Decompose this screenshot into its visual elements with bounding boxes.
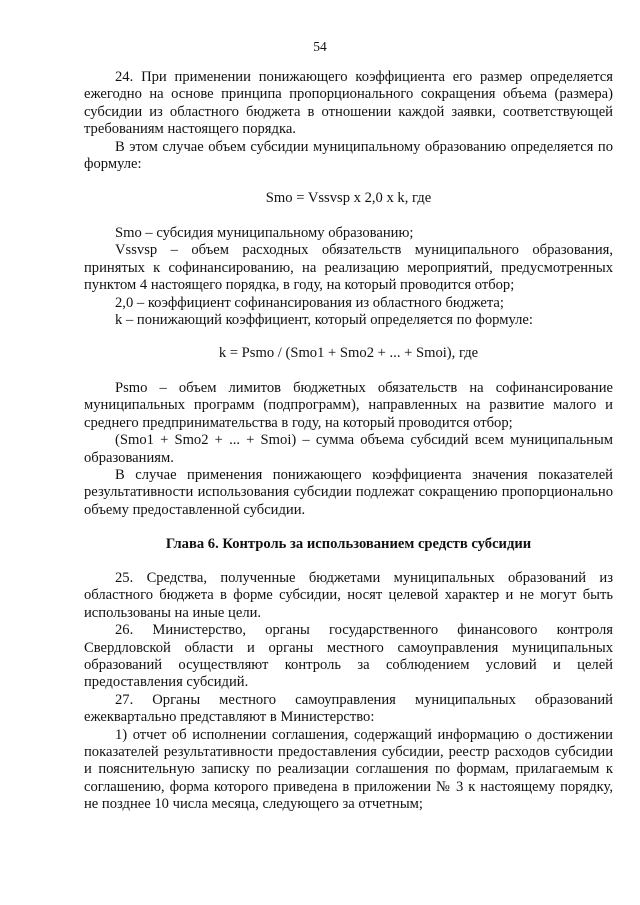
page-number: 54 — [313, 39, 327, 54]
definitions-block-1 — [84, 225, 613, 329]
paragraph-formula-intro: В этом случае объем субсидии муниципальному образованию определяется по формуле: — [84, 138, 613, 173]
paragraph-reduction: В случае применения понижающего коэффициента значения показателей результативности использования субсидии подлежат сокращению пропорционально объему предоставленной субсидии. — [84, 467, 613, 518]
definition-vssvsp: Vssvsp – объем расходных обязательств муниципального образования, принятых к софинансированию, на реализацию мероприятий, предусмотренных пунктом 4 настоящего порядка, в году, на который проводится отбор; — [84, 242, 613, 294]
section-coefficient — [84, 69, 613, 173]
paragraph-24: 24. При применении понижающего коэффициента его размер определяется ежегодно на основе принципа пропорционального сокращения объема (размера) субсидии из областного бюджета в отношении каждой заявки, соответствующей требованиям настоящего порядка. — [84, 69, 613, 138]
formula-k: k = Psmo / (Smo1 + Smo2 + ... + Smoi), где — [218, 345, 479, 361]
definition-sum: (Smo1 + Smo2 + ... + Smoi) – сумма объема субсидий всем муниципальным образованиям. — [84, 432, 613, 466]
definition-coefficient: 2,0 – коэффициент софинансирования из областного бюджета; — [115, 294, 504, 311]
definition-smo: Smo – субсидия муниципальному образованию; — [115, 225, 414, 241]
definition-psmo: Psmo – объем лимитов бюджетных обязательств на софинансирование муниципальных программ (подпрограмм), направленных на развитие малого и среднего предпринимательства в году, на который проводится отбор; — [84, 380, 613, 431]
formula-smo: Smo = Vssvsp x 2,0 x k, где — [265, 190, 432, 206]
definitions-block-2 — [84, 380, 613, 519]
chapter-heading: Глава 6. Контроль за использованием средств субсидии — [165, 536, 532, 552]
section-control — [84, 570, 613, 814]
paragraph-26: 26. Министерство, органы государственного финансового контроля Свердловской области и органы местного самоуправления муниципальных образований осуществляют контроль за соблюдением условий и целей предоставления субсидий. — [84, 622, 613, 691]
paragraph-27-1: 1) отчет об исполнении соглашения, содержащий информацию о достижении показателей результативности предоставления субсидии, реестр расходов субсидии и пояснительную записку по реализации соглашения по формам, прилагаемым к соглашению, форма которого приведена в приложении № 3 к настоящему порядку, не позднее 10 числа месяца, следующего за отчетным; — [84, 726, 613, 813]
paragraph-27: 27. Органы местного самоуправления муниципальных образований ежеквартально представляют в Министерство: — [84, 691, 613, 726]
definition-k: k – понижающий коэффициент, который определяется по формуле: — [115, 312, 533, 329]
paragraph-25: 25. Средства, полученные бюджетами муниципальных образований из областного бюджета в форме субсидии, носят целевой характер и не могут быть использованы на иные цели. — [84, 570, 613, 621]
